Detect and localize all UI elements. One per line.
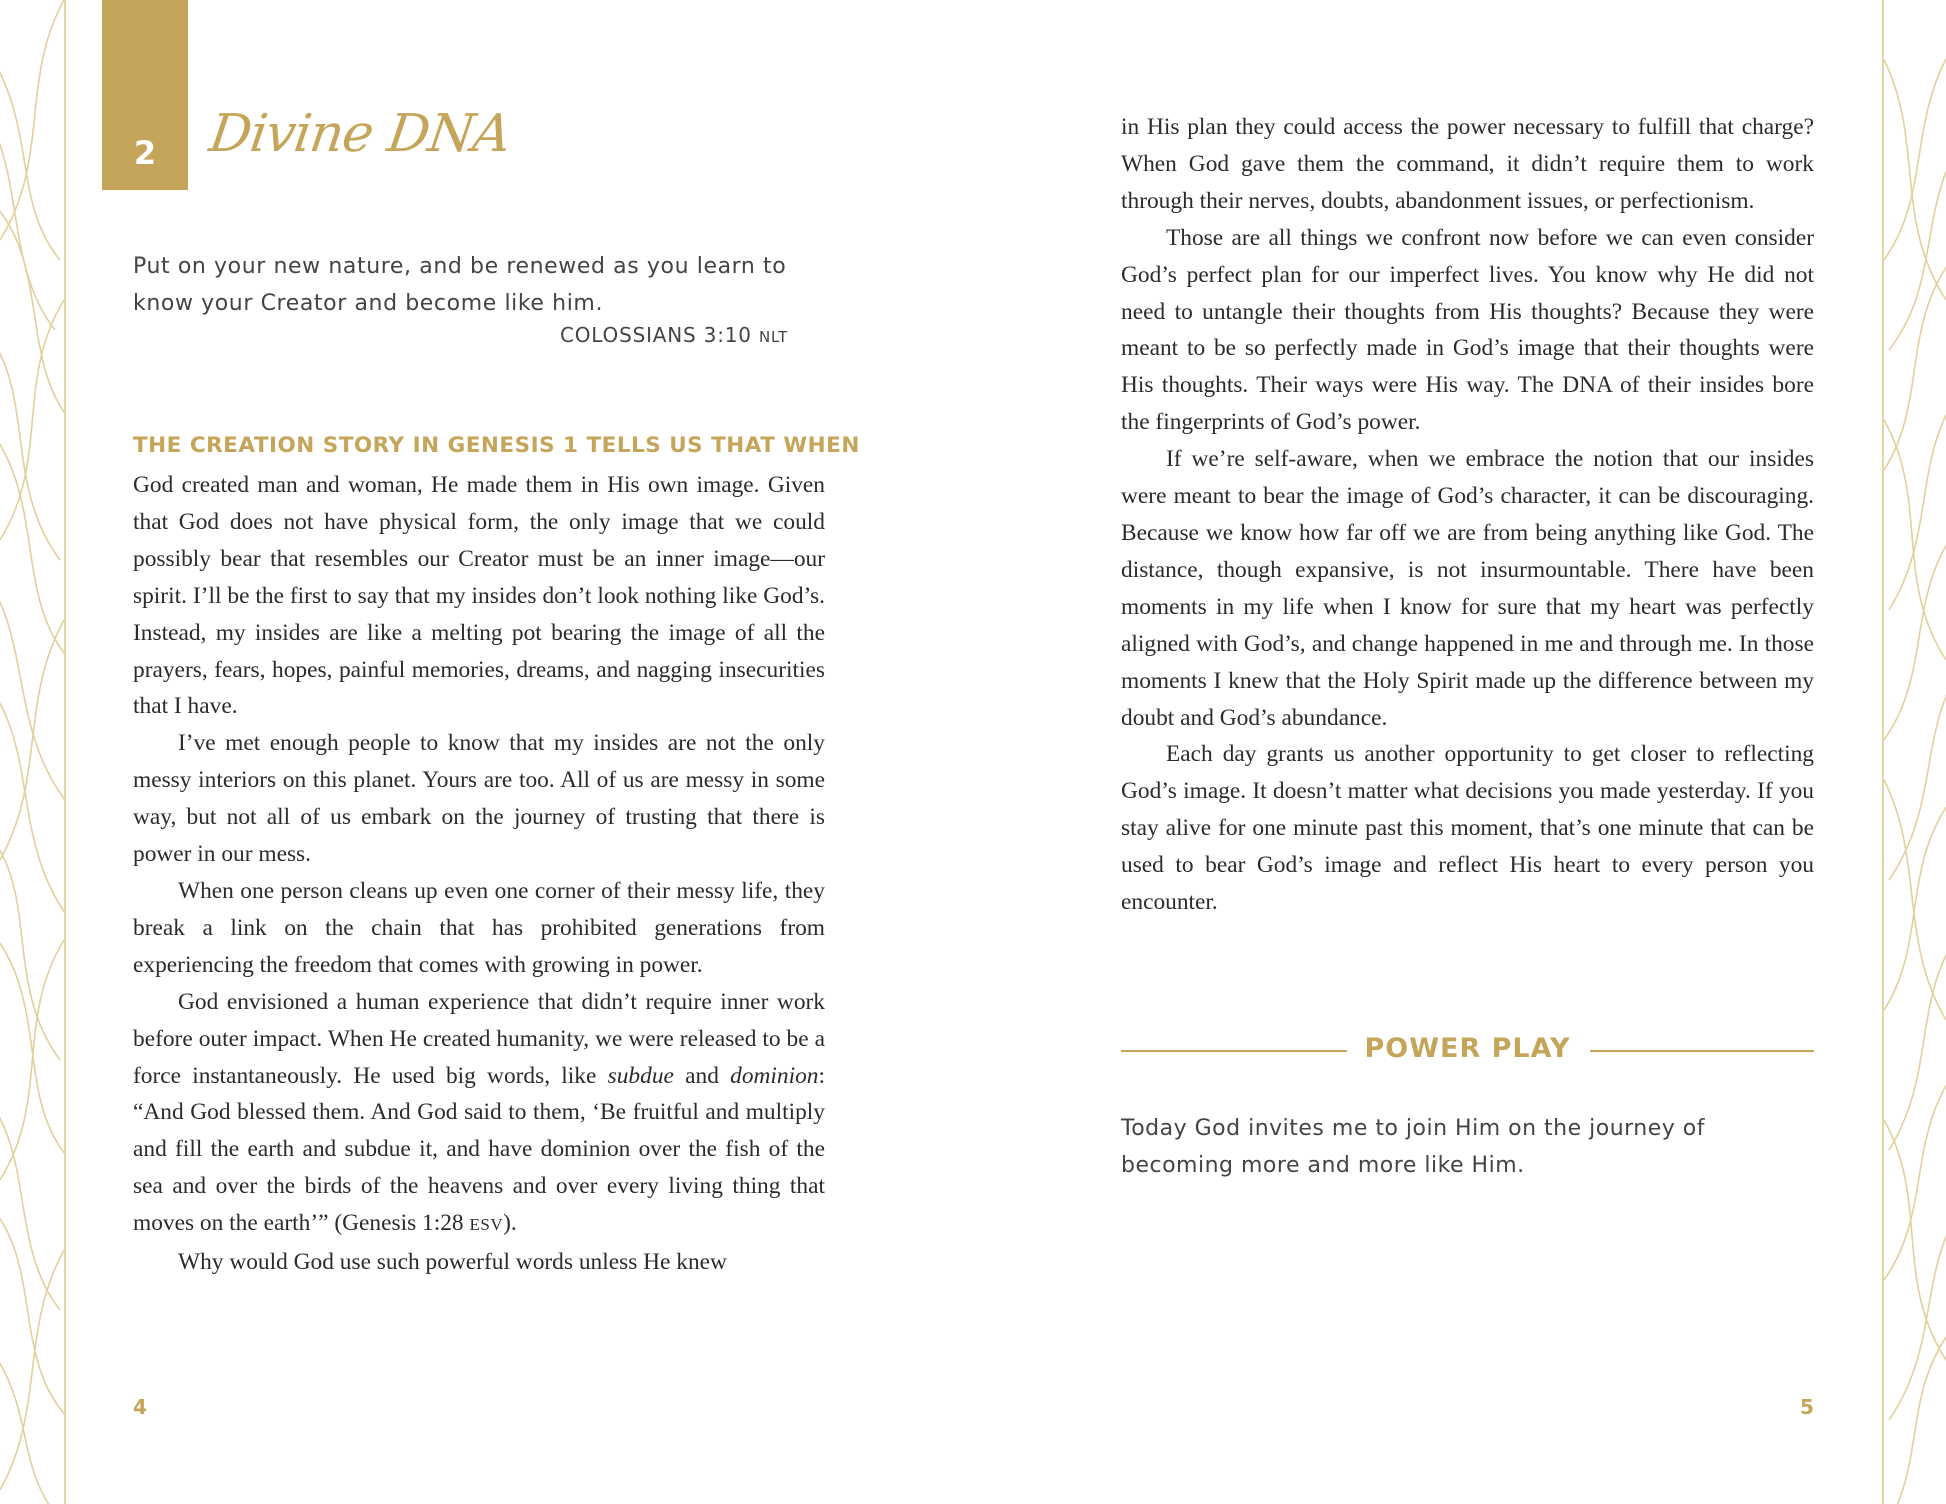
floral-border-right — [1884, 0, 1946, 1504]
paragraph: If we’re self-aware, when we embrace the notion that our insides were meant to bear the image of God’s character, it can be discouraging. Because we know how far off we are from being anything like God. The distance, though expansive, is not insurmountable. There have been moments in my life when I know for sure that my heart was perfectly aligned with God’s, and change happened in me and through me. In those moments I knew that the Holy Spirit made up the difference between my doubt and God’s abundance. — [1121, 446, 1814, 731]
chapter-number: 2 — [133, 134, 157, 172]
power-play-title: POWER PLAY — [1364, 1033, 1571, 1064]
paragraph: I’ve met enough people to know that my insides are not the only messy interiors on this planet. Yours are too. All of us are messy in some way, but not all of us embark on the journey of trusting that there is power in our mess. — [133, 730, 825, 868]
power-play-heading — [1121, 1030, 1814, 1070]
paragraph: God created man and woman, He made them in His own image. Given that God does not have physical form, the only image that we could possibly bear that resembles our Creator must be an inner image—our spirit. I’ll be the first to say that my insides don’t look nothing like God’s. Instead, my insides are like a melting pot bearing the image of all the prayers, fears, hopes, painful memories, dreams, and nagging insecurities that I have. — [133, 472, 825, 720]
floral-border-left — [0, 0, 64, 1504]
power-play-text: Today God invites me to join Him on the journey of becoming more and more like Him. — [1121, 1116, 1705, 1178]
left-page-edge — [64, 0, 66, 1504]
emphasis: subdue — [607, 1062, 674, 1089]
bible-version: ESV — [469, 1215, 504, 1235]
emphasis: dominion — [730, 1062, 819, 1089]
epigraph-version: NLT — [758, 328, 789, 346]
epigraph-book: COLOSSIANS 3:10 — [560, 323, 752, 347]
paragraph: Each day grants us another opportunity to get closer to reflecting God’s image. It doesn’t matter what decisions you made yesterday. If you stay alive for one minute past this moment, that’s one minute that can be used to bear God’s image and reflect His heart to every person you encounter. — [1121, 741, 1814, 916]
right-page-edge — [1882, 0, 1884, 1504]
paragraph: When one person cleans up even one corner of their messy life, they break a link on the chain that has prohibited generations from experiencing the freedom that comes with growing in power. — [133, 877, 825, 978]
chapter-number-tab — [102, 0, 188, 190]
paragraph-genesis-quote: God envisioned a human experience that didn’t require inner work before outer impact. When He created humanity, we were released to be a force instantaneously. He used big words, like subdue and dominion: “And God blessed them. And God said to them, ‘Be fruitful and multiply and fill the earth and subdue it, and have dominion over the fish of the sea and over the birds of the heavens and over every living thing that moves on the earth’” (Genesis 1:28 ESV). — [133, 988, 826, 1237]
page-number-right: 5 — [1800, 1395, 1814, 1419]
epigraph-text: Put on your new nature, and be renewed as you learn to know your Creator and become like him. — [133, 254, 787, 316]
right-page-body — [1121, 109, 1814, 921]
lead-in-caps: THE CREATION STORY IN GENESIS 1 TELLS US THAT WHEN — [133, 433, 860, 458]
paragraph: Those are all things we confront now before we can even consider God’s perfect plan for our imperfect lives. You know why He did not need to untangle their thoughts from His thoughts? Because they were meant to be so perfectly made in God’s image that their thoughts were His thoughts. Their ways were His way. The DNA of their insides bore the fingerprints of God’s power. — [1121, 224, 1814, 436]
left-page-body — [133, 467, 825, 1281]
chapter-title: Divine DNA — [205, 104, 515, 164]
paragraph-continued: in His plan they could access the power necessary to fulfill that charge? When God gave them the command, it didn’t require them to work through their nerves, doubts, abandonment issues, or perfectionism. — [1121, 114, 1814, 214]
paragraph: Why would God use such powerful words unless He knew — [178, 1249, 727, 1276]
divider-rule — [1590, 1050, 1814, 1052]
epigraph-reference — [560, 323, 788, 347]
page-number-left: 4 — [133, 1395, 147, 1419]
